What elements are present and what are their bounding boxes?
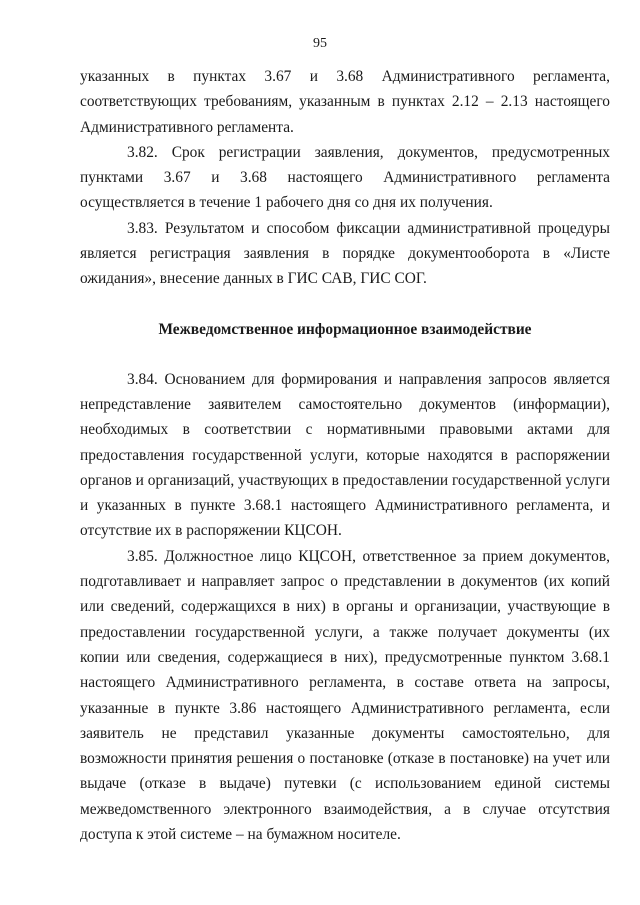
paragraph-3-84: 3.84. Основанием для формирования и направления запросов является непредставление заявителем самостоятельно документов (информации), необходимых в соответствии с нормативными правовыми актами для предоставления государственной услуги, которые находятся в распоряжении органов и организаций, участвующих в предоставлении государственной услуги и указанных в пункте 3.68.1 настоящего Административного регламента, и отсутствие их в распоряжении КЦСОН. [80, 370, 610, 540]
document-body [80, 64, 610, 847]
paragraph-3-83: 3.83. Результатом и способом фиксации административной процедуры является регистрация заявления в порядке документооборота в «Листе ожидания», внесение данных в ГИС САВ, ГИС СОГ. [80, 219, 610, 288]
paragraph-3-85: 3.85. Должностное лицо КЦСОН, ответственное за прием документов, подготавливает и направляет запрос о представлении в документов (их копий или сведений, содержащихся в них) в органы и организации, участвующие в предоставлении государственной услуги, а также получает документы (их копии или сведения, содержащиеся в них), предусмотренные пунктом 3.68.1 настоящего Административного регламента, в составе ответа на запросы, указанные в пункте 3.86 настоящего Административного регламента, если заявитель не представил указанные документы самостоятельно, для возможности принятия решения о постановке (отказе в постановке) на учет или выдаче (отказе в выдаче) путевки (с использованием единой системы межведомственного электронного взаимодействия, а в случае отсутствия доступа к этой системе – на бумажном носителе. [80, 547, 610, 844]
section-heading: Межведомственное информационное взаимодействие [158, 320, 532, 338]
page-number: 95 [313, 36, 327, 51]
paragraph-3-82: 3.82. Срок регистрации заявления, документов, предусмотренных пунктами 3.67 и 3.68 настоящего Административного регламента осуществляется в течение 1 рабочего дня со дня их получения. [80, 143, 610, 212]
paragraph-continuation: указанных в пунктах 3.67 и 3.68 Административного регламента, соответствующих требованиям, указанным в пунктах 2.12 – 2.13 настоящего Административного регламента. [80, 68, 610, 136]
